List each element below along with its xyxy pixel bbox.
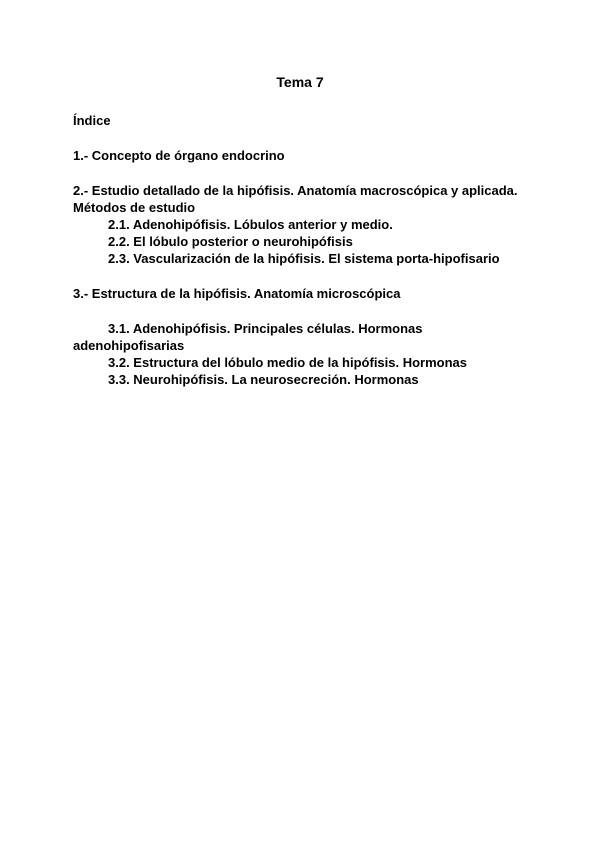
section-3-heading: 3.- Estructura de la hipófisis. Anatomía microscópica [73,286,401,301]
document-title: Tema 7 [276,74,324,90]
section-3-item-1: 3.1. Adenohipófisis. Principales células. Hormonas [108,321,423,336]
section-3-item-1-continued: adenohipofisarias [73,338,185,353]
section-3-item-3: 3.3. Neurohipófisis. La neurosecreción. Hormonas [108,372,419,387]
section-3-item-2: 3.2. Estructura del lóbulo medio de la hipófisis. Hormonas [108,355,468,370]
section-2-heading: 2.- Estudio detallado de la hipófisis. Anatomía macroscópica y aplicada. [73,183,518,198]
section-2-item-1: 2.1. Adenohipófisis. Lóbulos anterior y medio. [108,217,393,232]
index-heading: Índice [73,113,111,128]
section-2-item-3: 2.3. Vascularización de la hipófisis. El sistema porta-hipofisario [108,251,500,266]
section-1-heading: 1.- Concepto de órgano endocrino [73,148,285,163]
section-2-heading-continued: Métodos de estudio [73,200,196,215]
section-2-item-2: 2.2. El lóbulo posterior o neurohipófisis [108,234,353,249]
